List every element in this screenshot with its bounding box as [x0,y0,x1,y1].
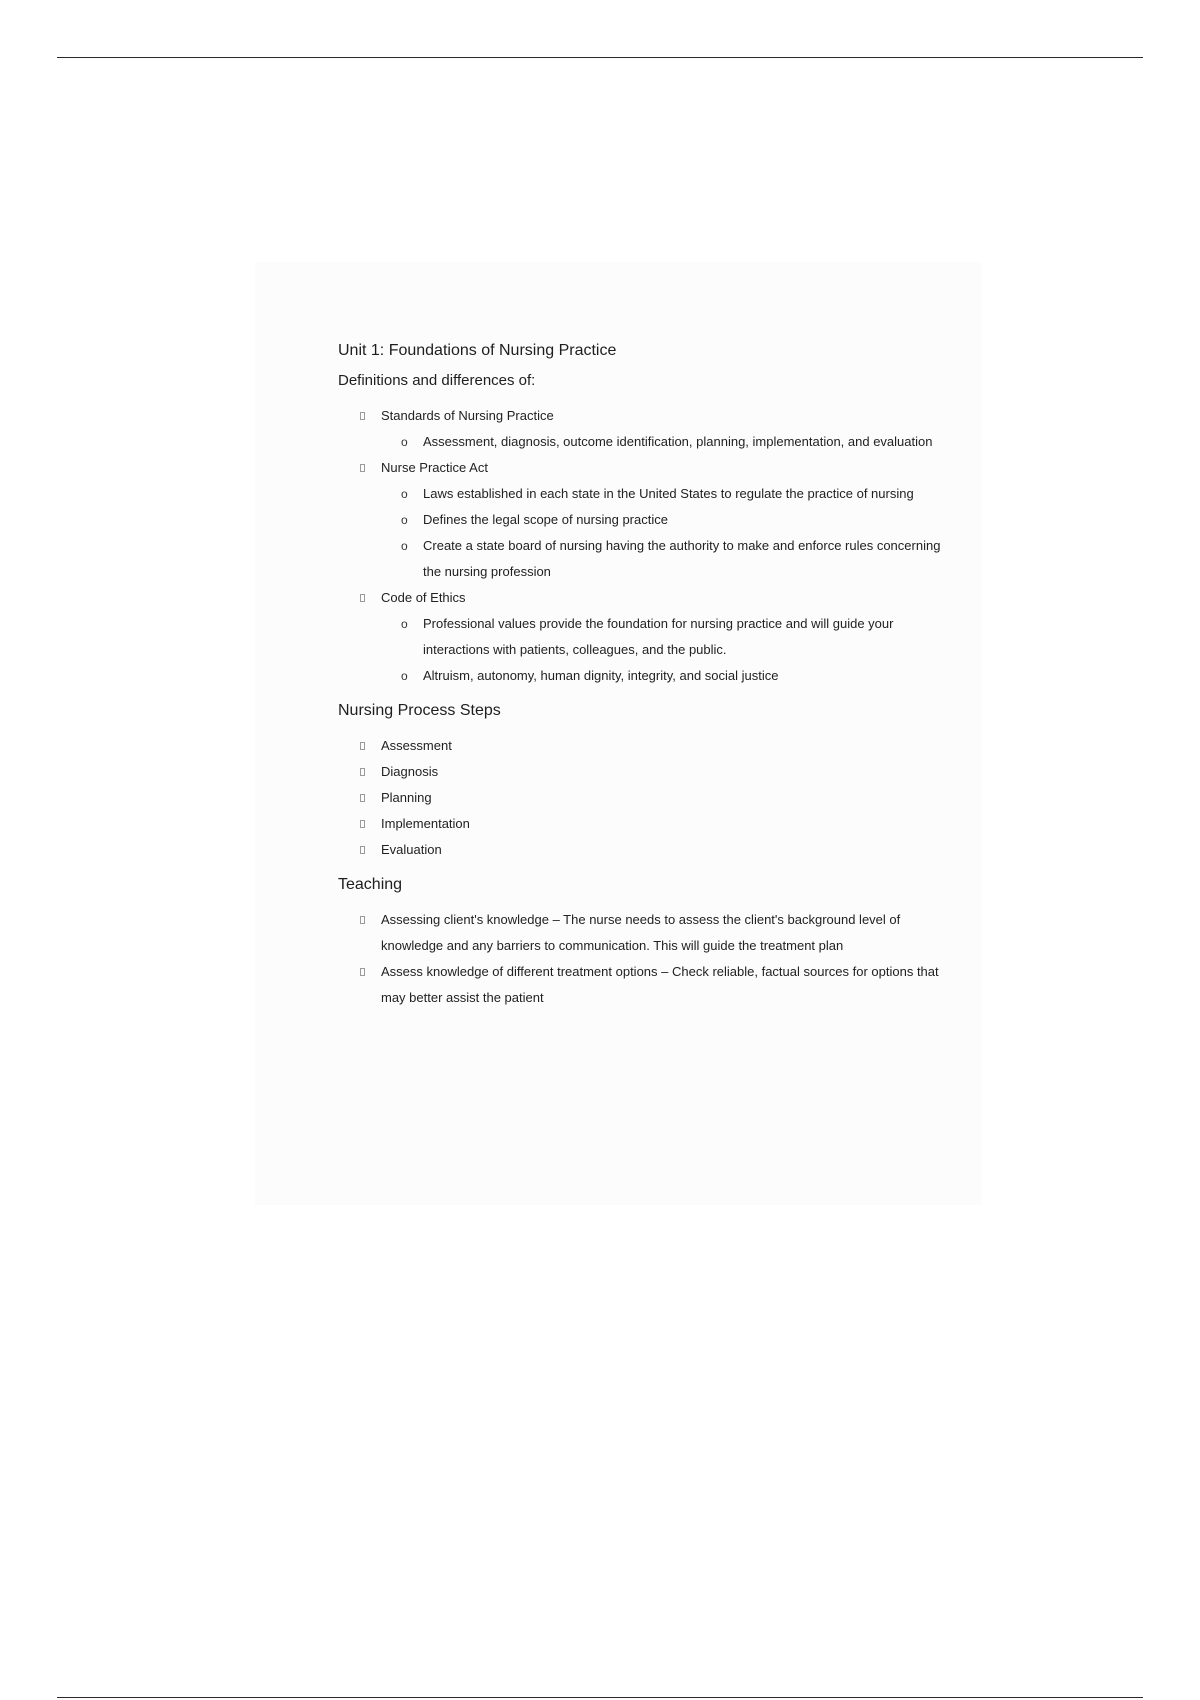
list-item-label: Code of Ethics [381,590,466,605]
list-item-label: Implementation [381,816,470,831]
sub-list [381,429,958,455]
section-intro: Definitions and differences of: [338,372,536,389]
bullet-icon [360,846,365,854]
section-teaching [338,875,958,1011]
list-item [338,455,958,585]
bullet-list [338,907,958,1011]
bullet-icon [360,820,365,828]
sub-list-item [338,663,958,689]
circle-bullet-icon: o [401,513,408,527]
list-item [338,959,958,1011]
bullet-icon [360,968,365,976]
sub-list-item-text: Professional values provide the foundation for nursing practice and will guide your interactions with patients, colleagues, and the public. [423,616,894,657]
sub-list [381,611,958,689]
circle-bullet-icon: o [401,487,408,501]
bullet-icon [360,742,365,750]
sub-list-item-text: Assessment, diagnosis, outcome identification, planning, implementation, and evaluation [423,434,933,449]
sub-list-item-text: Defines the legal scope of nursing practice [423,512,668,527]
section-title: Teaching [338,876,403,893]
section-title: Nursing Process Steps [338,702,501,719]
list-item [338,403,958,455]
bullet-list [338,403,958,689]
list-item [338,785,958,811]
sub-list-item-text: Altruism, autonomy, human dignity, integrity, and social justice [423,668,779,683]
list-item-label: Evaluation [381,842,442,857]
list-item-label: Diagnosis [381,764,439,779]
list-item-label: Standards of Nursing Practice [381,408,554,423]
bullet-icon [360,464,365,472]
sub-list-item [338,481,958,507]
sub-list-item [338,429,958,455]
circle-bullet-icon: o [401,617,408,631]
bullet-list [338,733,958,863]
list-item-label: Nurse Practice Act [381,460,488,475]
sub-list-item-text: Create a state board of nursing having the authority to make and enforce rules concerning the nursing profession [423,538,941,579]
list-item [338,907,958,959]
circle-bullet-icon: o [401,539,408,553]
bullet-icon [360,768,365,776]
list-item [338,837,958,863]
list-item-label: Assessment [381,738,452,753]
document-content [338,341,958,1011]
list-item-label: Assess knowledge of different treatment options – Check reliable, factual sources for options that may better assist the patient [381,964,939,1005]
list-item-label: Assessing client's knowledge – The nurse needs to assess the client's background level of knowledge and any barriers to communication. This will guide the treatment plan [381,912,901,953]
sub-list-item [338,533,958,585]
sub-list [381,481,958,585]
circle-bullet-icon: o [401,435,408,449]
bottom-rule [57,1697,1143,1698]
bullet-icon [360,916,365,924]
list-item-label: Planning [381,790,432,805]
bullet-icon [360,412,365,420]
top-rule [57,57,1143,58]
circle-bullet-icon: o [401,669,408,683]
sub-list-item [338,611,958,663]
list-item [338,759,958,785]
bullet-icon [360,794,365,802]
list-item [338,811,958,837]
section-process-steps [338,701,958,863]
sub-list-item-text: Laws established in each state in the United States to regulate the practice of nursing [423,486,914,501]
bullet-icon [360,594,365,602]
sub-list-item [338,507,958,533]
list-item [338,733,958,759]
list-item [338,585,958,689]
section-foundations [338,341,958,689]
section-title: Unit 1: Foundations of Nursing Practice [338,342,617,359]
